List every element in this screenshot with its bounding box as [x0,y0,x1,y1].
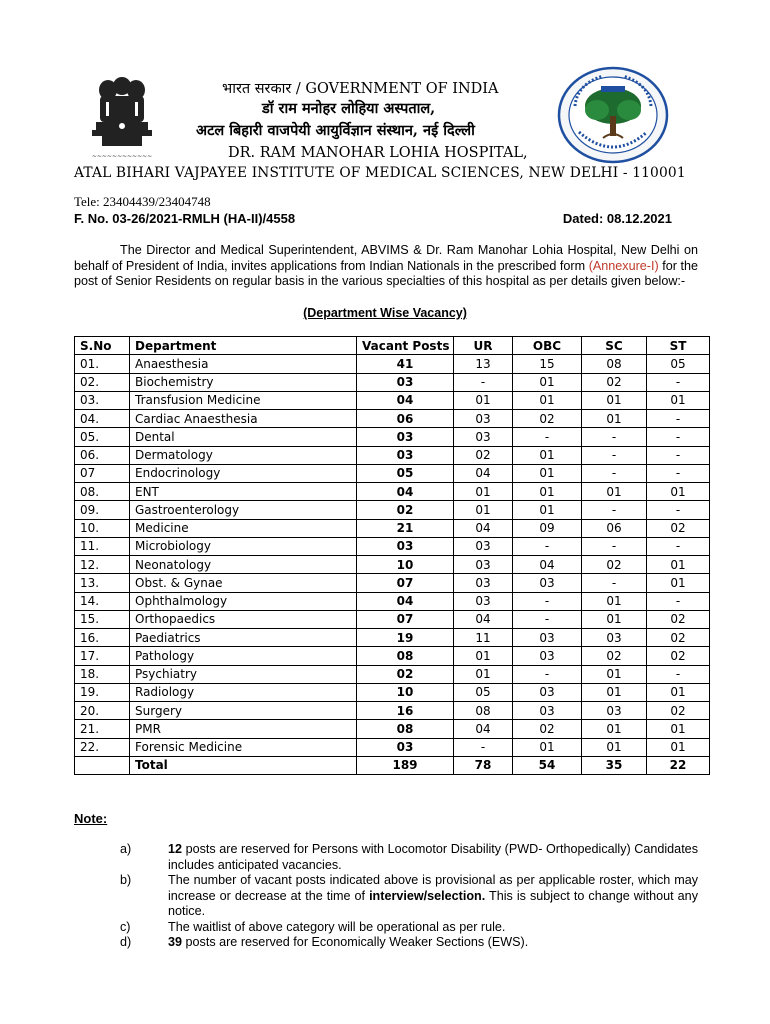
cell-sno: 03. [75,391,130,409]
cell-st: - [647,373,710,391]
cell-obc: - [513,665,582,683]
cell-department: Radiology [130,683,357,701]
table-row [75,665,710,683]
cell-sno: 04. [75,410,130,428]
cell-sno: 14. [75,592,130,610]
cell-vacant-posts: 41 [357,355,454,373]
cell-sc: 01 [582,738,647,756]
cell-obc: 09 [513,519,582,537]
note-letter: a) [120,842,132,856]
cell-vacant-posts: 06 [357,410,454,428]
table-row [75,629,710,647]
cell-st: - [647,592,710,610]
issue-date: Dated: 08.12.2021 [562,211,672,226]
total-cell-st: 22 [647,756,710,774]
header-department: Department [130,337,357,355]
cell-ur: 03 [454,428,513,446]
cell-sc: 01 [582,720,647,738]
table-row [75,428,710,446]
cell-department: Dental [130,428,357,446]
header-vacant-posts: Vacant Posts [357,337,454,355]
table-title: (Department Wise Vacancy) [303,306,467,320]
cell-department: Obst. & Gynae [130,574,357,592]
cell-sno: 12. [75,556,130,574]
table-row [75,738,710,756]
cell-sno: 18. [75,665,130,683]
cell-ur: - [454,738,513,756]
header-obc: OBC [513,337,582,355]
table-row [75,373,710,391]
total-cell-obc: 54 [513,756,582,774]
cell-ur: 02 [454,446,513,464]
cell-vacant-posts: 03 [357,373,454,391]
note-text: posts are reserved for Economically Weaker Sections (EWS). [182,935,529,949]
cell-vacant-posts: 07 [357,574,454,592]
cell-sno: 15. [75,610,130,628]
header-sno: S.No [75,337,130,355]
note-letter: d) [120,935,132,949]
total-cell-vacant-posts: 189 [357,756,454,774]
header-ur: UR [454,337,513,355]
cell-vacant-posts: 07 [357,610,454,628]
cell-st: 02 [647,629,710,647]
cell-sno: 07 [75,464,130,482]
cell-sno: 20. [75,702,130,720]
cell-ur: 03 [454,410,513,428]
cell-ur: 03 [454,592,513,610]
svg-text:~~~~~~~~~~~~: ~~~~~~~~~~~~ [91,153,153,160]
file-number: F. No. 03-26/2021-RMLH (HA-II)/4558 [74,211,296,226]
total-cell-department: Total [130,756,357,774]
table-row [75,519,710,537]
intro-text-part1: The Director and Medical Superintendent, ABVIMS & Dr. Ram Manohar Lohia Hospital, New Delhi on behalf of President of India, invites applications from Indian Nationals in the prescribed form [74,243,698,273]
cell-sc: 08 [582,355,647,373]
cell-obc: 04 [513,556,582,574]
cell-vacant-posts: 04 [357,592,454,610]
cell-vacant-posts: 08 [357,647,454,665]
note-text: This is subject to change without any notice. [168,888,698,918]
cell-ur: 04 [454,519,513,537]
cell-vacant-posts: 04 [357,391,454,409]
cell-st: 02 [647,702,710,720]
cell-st: 02 [647,519,710,537]
cell-st: 01 [647,483,710,501]
header-hospital-name: DR. RAM MANOHAR LOHIA HOSPITAL, [228,145,528,161]
intro-paragraph [74,243,698,290]
cell-department: Cardiac Anaesthesia [130,410,357,428]
table-row [75,537,710,555]
cell-obc: - [513,537,582,555]
cell-obc: 02 [513,410,582,428]
cell-ur: 03 [454,574,513,592]
cell-sno: 22. [75,738,130,756]
cell-department: ENT [130,483,357,501]
cell-sno: 05. [75,428,130,446]
cell-st: - [647,464,710,482]
cell-st: 01 [647,720,710,738]
header-hindi-institute: अटल बिहारी वाजपेयी आयुर्विज्ञान संस्थान, नई दिल्ली [196,122,475,139]
vacancy-table [74,336,710,775]
cell-sc: 02 [582,373,647,391]
table-row [75,464,710,482]
cell-sc: - [582,537,647,555]
cell-sc: 03 [582,629,647,647]
cell-department: Forensic Medicine [130,738,357,756]
cell-sno: 02. [75,373,130,391]
table-row [75,610,710,628]
cell-obc: - [513,610,582,628]
cell-sc: 01 [582,592,647,610]
cell-obc: 03 [513,647,582,665]
cell-department: Dermatology [130,446,357,464]
cell-ur: - [454,373,513,391]
cell-sc: 01 [582,683,647,701]
cell-vacant-posts: 03 [357,537,454,555]
cell-sno: 10. [75,519,130,537]
note-letter: c) [120,919,131,934]
table-row [75,446,710,464]
table-row [75,574,710,592]
cell-st: - [647,665,710,683]
cell-ur: 01 [454,665,513,683]
cell-obc: 01 [513,373,582,391]
cell-st: - [647,410,710,428]
national-emblem-icon [82,72,162,164]
table-body [75,355,710,775]
cell-sc: 01 [582,410,647,428]
cell-vacant-posts: 02 [357,501,454,519]
cell-department: Orthopaedics [130,610,357,628]
cell-obc: 01 [513,501,582,519]
cell-st: 01 [647,683,710,701]
cell-sno: 13. [75,574,130,592]
cell-ur: 03 [454,537,513,555]
cell-st: - [647,446,710,464]
cell-vacant-posts: 03 [357,446,454,464]
cell-sno: 08. [75,483,130,501]
cell-st: 01 [647,556,710,574]
annexure-reference: (Annexure-I) [588,258,659,273]
cell-ur: 11 [454,629,513,647]
note-number: 39 [168,935,183,949]
cell-sno: 21. [75,720,130,738]
cell-ur: 01 [454,501,513,519]
cell-sno: 11. [75,537,130,555]
cell-sc: 02 [582,556,647,574]
total-cell-ur: 78 [454,756,513,774]
cell-department: Surgery [130,702,357,720]
cell-department: Pathology [130,647,357,665]
cell-sc: 02 [582,647,647,665]
cell-sc: 06 [582,519,647,537]
cell-obc: 03 [513,683,582,701]
cell-ur: 01 [454,647,513,665]
intro-text-part2: for the post of Senior Residents on regular basis in the various specialties of this hospital as per details given below:- [74,258,699,288]
note-text: posts are reserved for Persons with Locomotor Disability (PWD- Orthopedically) Candidates includes anticipated vacancies. [168,842,698,872]
cell-department: Endocrinology [130,464,357,482]
note-item [74,920,698,936]
cell-st: - [647,537,710,555]
cell-sc: 01 [582,483,647,501]
table-row [75,501,710,519]
cell-sc: 03 [582,702,647,720]
cell-department: Microbiology [130,537,357,555]
note-emphasis: interview/selection. [369,888,486,903]
cell-department: Biochemistry [130,373,357,391]
cell-vacant-posts: 16 [357,702,454,720]
note-item [74,935,698,951]
cell-obc: 03 [513,702,582,720]
cell-department: Ophthalmology [130,592,357,610]
cell-vacant-posts: 02 [357,665,454,683]
table-row [75,592,710,610]
cell-st: 01 [647,391,710,409]
table-row [75,720,710,738]
cell-sc: - [582,464,647,482]
note-number: 12 [168,842,183,856]
table-row [75,702,710,720]
cell-ur: 03 [454,556,513,574]
cell-department: Anaesthesia [130,355,357,373]
cell-obc: 01 [513,446,582,464]
cell-sc: 01 [582,610,647,628]
telephone-numbers: Tele: 23404439/23404748 [74,194,211,209]
cell-obc: 15 [513,355,582,373]
cell-st: - [647,501,710,519]
note-text: The number of vacant posts indicated above is provisional as per applicable roster, which may increase or decrease at the time of [168,873,698,903]
note-text: The waitlist of above category will be operational as per rule. [168,919,506,934]
header-st: ST [647,337,710,355]
cell-ur: 01 [454,483,513,501]
cell-vacant-posts: 10 [357,683,454,701]
cell-ur: 05 [454,683,513,701]
cell-st: 01 [647,574,710,592]
note-item [74,873,698,920]
cell-vacant-posts: 03 [357,428,454,446]
cell-obc: - [513,428,582,446]
cell-sno: 17. [75,647,130,665]
header-hindi-government: भारत सरकार / GOVERNMENT OF INDIA [222,81,499,97]
table-row [75,683,710,701]
cell-ur: 01 [454,391,513,409]
cell-sc: - [582,574,647,592]
cell-vacant-posts: 05 [357,464,454,482]
cell-ur: 04 [454,610,513,628]
cell-department: Medicine [130,519,357,537]
total-cell-sc: 35 [582,756,647,774]
total-cell-sno [75,756,130,774]
cell-sc: 01 [582,391,647,409]
cell-sc: - [582,446,647,464]
cell-obc: - [513,592,582,610]
table-row [75,391,710,409]
cell-obc: 02 [513,720,582,738]
cell-obc: 01 [513,483,582,501]
cell-vacant-posts: 19 [357,629,454,647]
cell-st: 02 [647,610,710,628]
cell-obc: 01 [513,464,582,482]
cell-st: 01 [647,738,710,756]
cell-sno: 06. [75,446,130,464]
cell-vacant-posts: 08 [357,720,454,738]
note-item [74,842,698,873]
cell-department: Paediatrics [130,629,357,647]
cell-sc: 01 [582,665,647,683]
note-letter: b) [120,873,132,887]
cell-vacant-posts: 10 [357,556,454,574]
table-header-row [75,337,710,355]
cell-sno: 16. [75,629,130,647]
cell-sc: - [582,428,647,446]
table-total-row [75,756,710,774]
cell-obc: 01 [513,391,582,409]
notes-list [74,842,698,951]
table-row [75,355,710,373]
table-row [75,556,710,574]
header-hindi-hospital: डॉ राम मनोहर लोहिया अस्पताल, [262,100,436,117]
cell-vacant-posts: 03 [357,738,454,756]
cell-vacant-posts: 04 [357,483,454,501]
header-institute-name: ATAL BIHARI VAJPAYEE INSTITUTE OF MEDICAL SCIENCES, NEW DELHI - 110001 [74,165,686,181]
cell-ur: 08 [454,702,513,720]
cell-department: PMR [130,720,357,738]
cell-ur: 04 [454,464,513,482]
cell-department: Transfusion Medicine [130,391,357,409]
table-row [75,647,710,665]
cell-st: - [647,428,710,446]
cell-st: 05 [647,355,710,373]
cell-obc: 01 [513,738,582,756]
cell-st: 02 [647,647,710,665]
cell-obc: 03 [513,629,582,647]
cell-ur: 13 [454,355,513,373]
cell-sc: - [582,501,647,519]
table-row [75,410,710,428]
cell-ur: 04 [454,720,513,738]
cell-department: Neonatology [130,556,357,574]
cell-vacant-posts: 21 [357,519,454,537]
header-sc: SC [582,337,647,355]
cell-sno: 19. [75,683,130,701]
table-row [75,483,710,501]
cell-department: Psychiatry [130,665,357,683]
cell-sno: 01. [75,355,130,373]
cell-obc: 03 [513,574,582,592]
note-heading: Note: [74,811,108,826]
cell-sno: 09. [75,501,130,519]
cell-department: Gastroenterology [130,501,357,519]
hospital-seal-logo [557,66,669,164]
